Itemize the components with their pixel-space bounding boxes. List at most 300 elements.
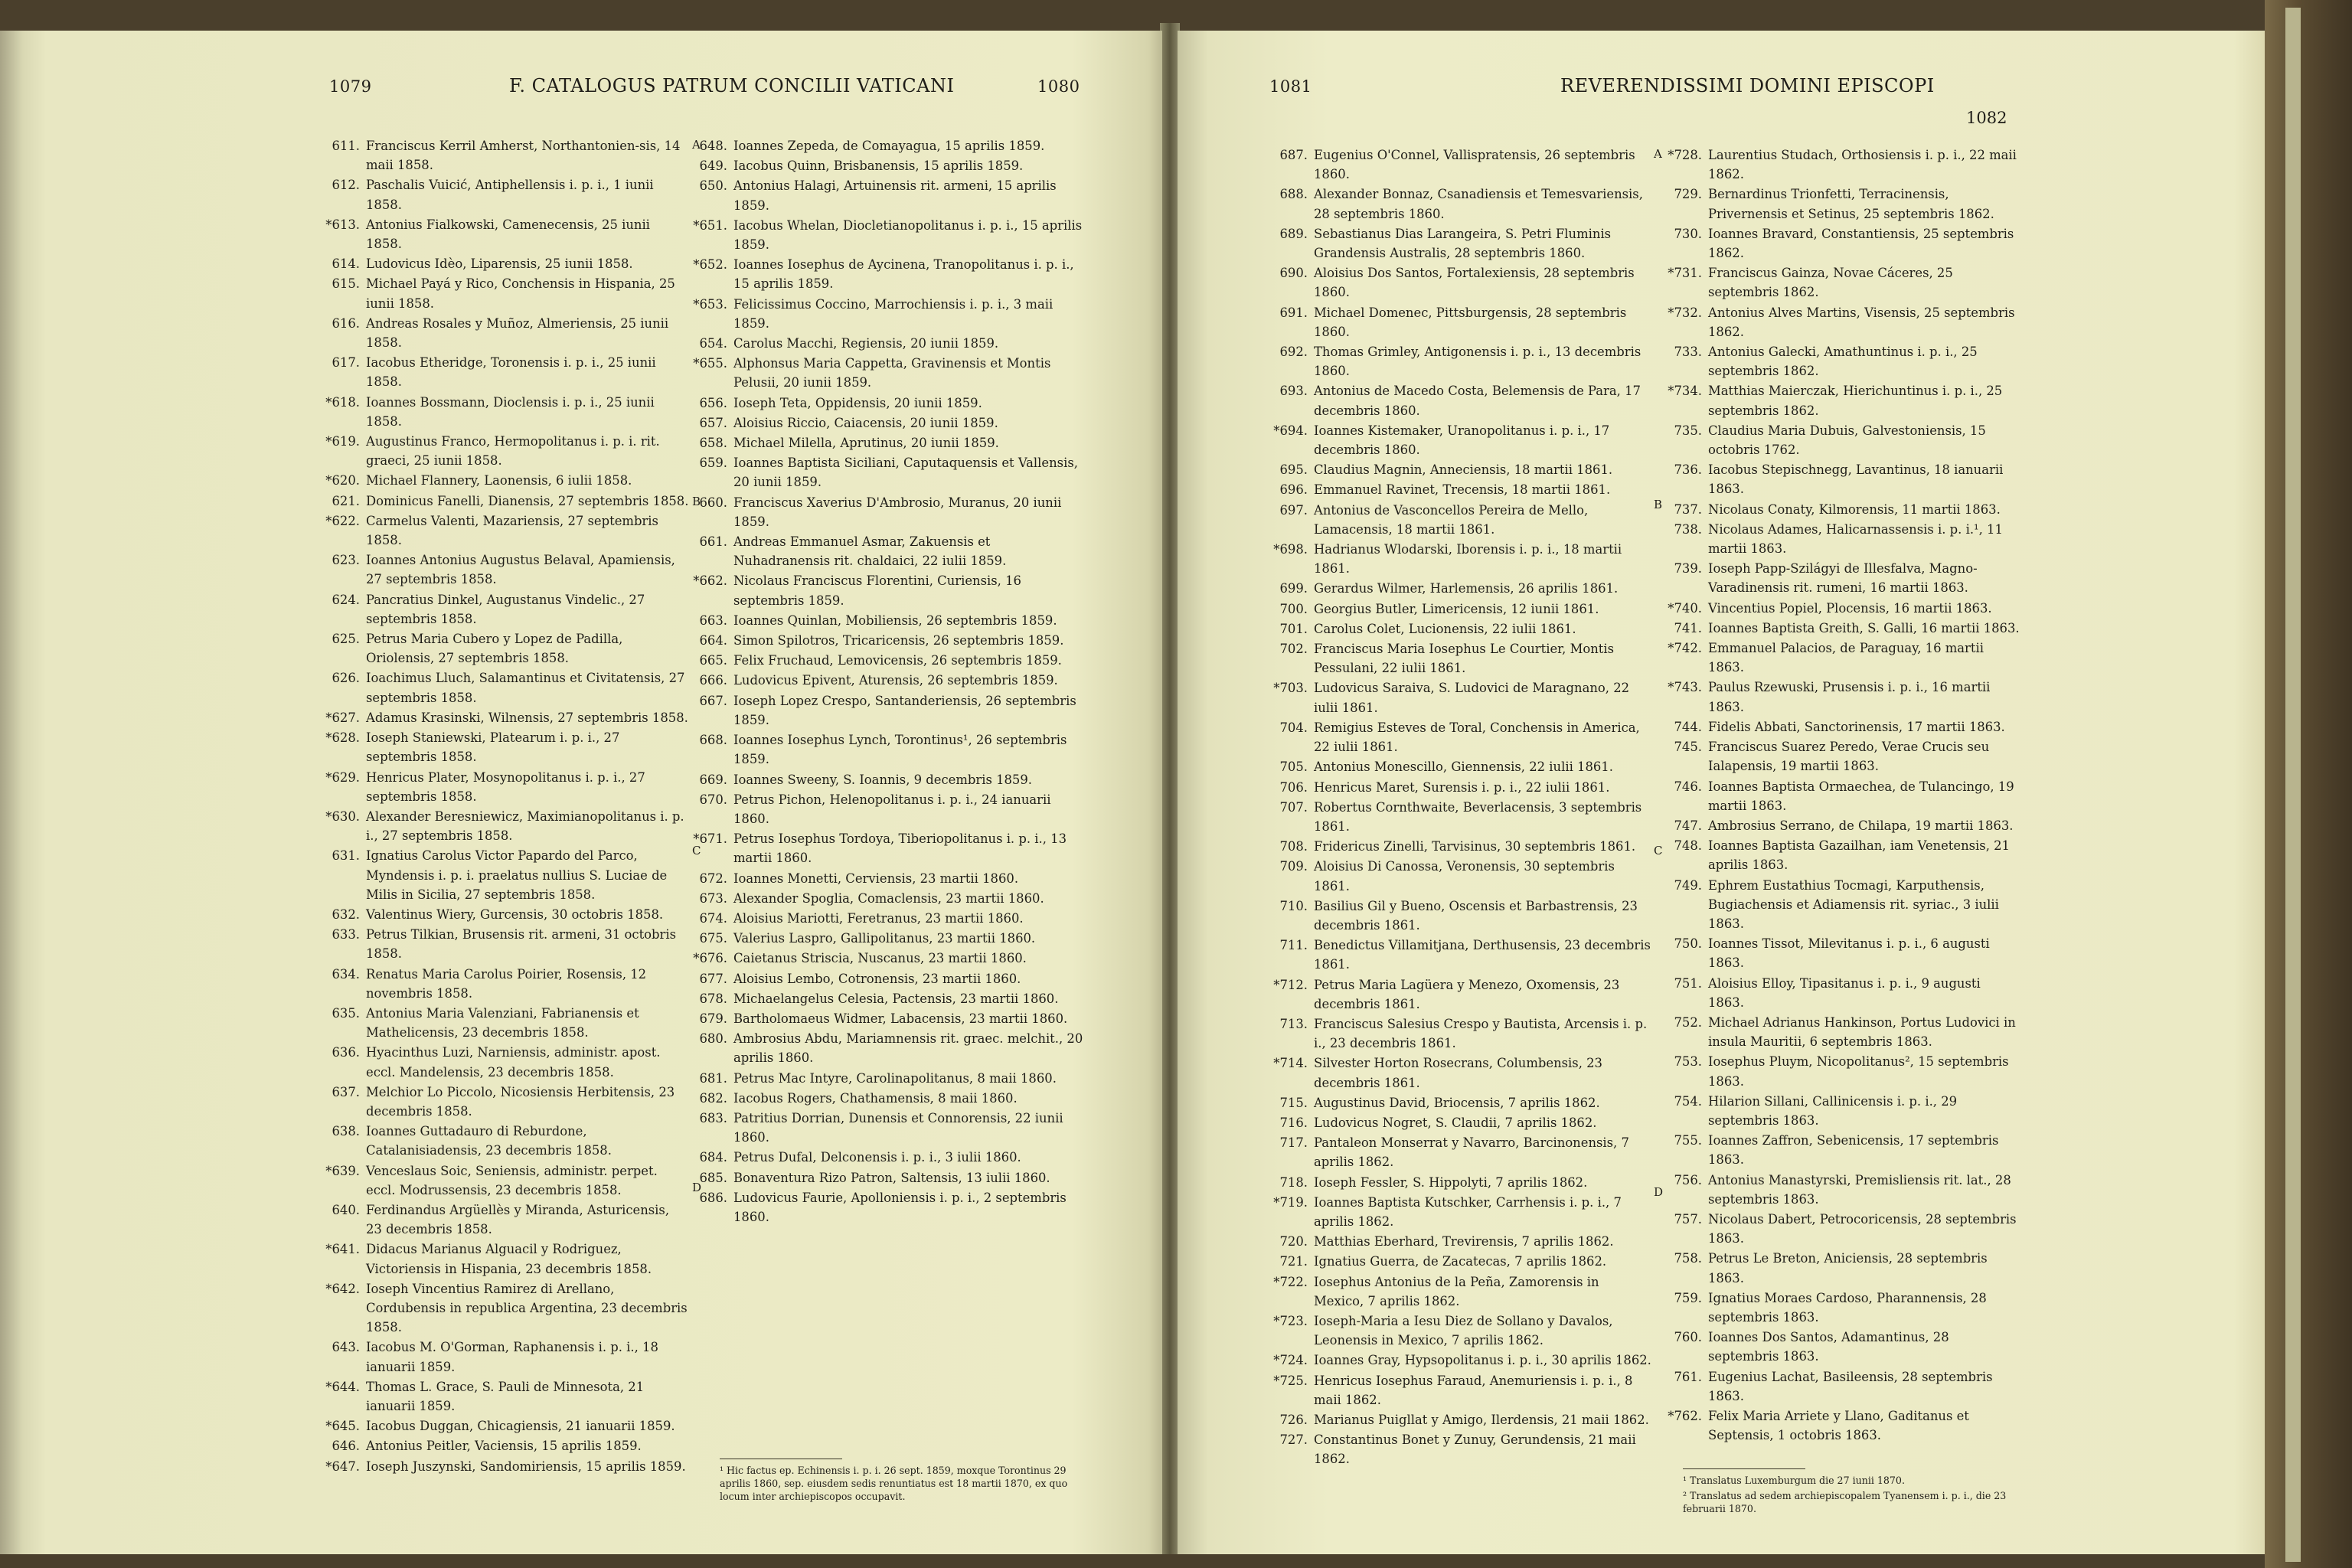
entry-text: Ioannes Baptista Siciliani, Caputaquensis et Vallensis, 20 iunii 1859. <box>733 456 1078 490</box>
entry-text: Vincentius Popiel, Plocensis, 16 martii 1863. <box>1708 600 1992 616</box>
entry-text: Nicolaus Adames, Halicarnassensis i. p. i.¹, 11 martii 1863. <box>1708 521 2003 557</box>
catalog-entry <box>1664 460 2020 498</box>
catalog-entry <box>322 1457 689 1476</box>
catalog-entry <box>322 353 689 391</box>
entry-text: Pantaleon Monserrat y Navarro, Barcinonensis, 7 aprilis 1862. <box>1314 1135 1629 1170</box>
entry-text: Antonius Monescillo, Giennensis, 22 iulii 1861. <box>1314 760 1613 775</box>
entry-number: 678. <box>699 991 727 1006</box>
catalog-entry <box>689 216 1087 254</box>
entry-text: Antonius Peitler, Vaciensis, 15 aprilis 1859. <box>366 1439 642 1454</box>
entry-text: Ambrosius Abdu, Mariamnensis rit. graec. melchit., 20 aprilis 1860. <box>733 1031 1083 1066</box>
entry-text: Dominicus Fanelli, Dianensis, 27 septembris 1858. <box>366 493 689 508</box>
entry-number: 757. <box>1674 1211 1702 1227</box>
entry-number: *630. <box>325 808 360 824</box>
catalog-entry <box>689 611 1087 630</box>
entry-number: 638. <box>332 1124 360 1139</box>
catalog-entry <box>322 393 689 431</box>
catalog-entry <box>322 629 689 668</box>
entry-text: Sebastianus Dias Larangeira, S. Petri Fluminis Grandensis Australis, 28 septembris 1860. <box>1314 226 1612 261</box>
entry-number: 717. <box>1279 1135 1308 1151</box>
catalog-entry <box>1269 381 1652 420</box>
entry-text: Claudius Maria Dubuis, Galvestoniensis, 15 octobris 1762. <box>1708 423 1986 458</box>
catalog-entry <box>1664 1092 2020 1130</box>
catalog-entry <box>322 254 689 273</box>
entry-text: Alexander Bonnaz, Csanadiensis et Temesvariensis, 28 septembris 1860. <box>1314 187 1643 221</box>
entry-text: Eugenius Lachat, Basileensis, 28 septembris 1863. <box>1708 1369 1993 1403</box>
entry-number: 747. <box>1674 818 1702 833</box>
catalog-entry <box>1269 857 1652 895</box>
entry-text: Petrus Maria Cubero y Lopez de Padilla, Oriolensis, 27 septembris 1858. <box>366 632 623 666</box>
entry-text: Ioannes Bravard, Constantiensis, 25 septembris 1862. <box>1708 226 2014 261</box>
catalog-entry <box>689 989 1087 1008</box>
catalog-entry <box>1269 1232 1652 1251</box>
catalog-entry <box>1269 1133 1652 1171</box>
entry-text: Constantinus Bonet y Zunuy, Gerundensis, 21 maii 1862. <box>1314 1432 1636 1467</box>
catalog-entry <box>322 1416 689 1436</box>
catalog-entry <box>689 790 1087 828</box>
entry-text: Franciscus Suarez Peredo, Verae Crucis seu Ialapensis, 19 martii 1863. <box>1708 740 1990 774</box>
entry-number: 661. <box>699 534 727 550</box>
entry-text: Ioseph Papp-Szilágyi de Illesfalva, Magno-Varadinensis rit. rumeni, 16 martii 1863. <box>1708 561 1978 596</box>
entry-number: 674. <box>699 910 727 926</box>
entry-number: 635. <box>332 1005 360 1021</box>
entry-number: 624. <box>332 592 360 607</box>
catalog-entry <box>689 631 1087 650</box>
catalog-entry <box>1664 777 2020 815</box>
catalog-entry <box>1664 303 2020 341</box>
left-footnote: ¹ Hic factus ep. Echinensis i. p. i. 26 sept. 1859, moxque Torontinus 29 aprilis 1860, sep. eiusdem sedis renuntiatus est 18 martii 1870, ex quo locum inter archiepiscopos occupavit. <box>720 1465 1068 1502</box>
catalog-entry <box>1269 263 1652 302</box>
entry-text: Carolus Macchi, Regiensis, 20 iunii 1859. <box>733 336 999 351</box>
catalog-entry <box>322 471 689 490</box>
catalog-entry <box>1664 816 2020 835</box>
entry-text: Ioannes Gray, Hypsopolitanus i. p. i., 30 aprilis 1862. <box>1314 1353 1651 1368</box>
entry-number: 677. <box>699 971 727 986</box>
entry-text: Antonius Manastyrski, Premisliensis rit. lat., 28 septembris 1863. <box>1708 1172 2011 1207</box>
entry-text: Ioseph Teta, Oppidensis, 20 iunii 1859. <box>733 395 982 410</box>
entry-number: *734. <box>1668 384 1702 399</box>
catalog-entry <box>1269 224 1652 263</box>
catalog-entry <box>322 768 689 806</box>
catalog-entry <box>1664 185 2020 223</box>
margin-letter-d: D <box>1654 1185 1664 1199</box>
catalog-entry <box>1664 737 2020 776</box>
catalog-entry <box>322 550 689 589</box>
entry-text: Matthias Maierczak, Hierichuntinus i. p. i., 25 septembris 1862. <box>1708 384 2003 418</box>
right-column-2 <box>1664 145 2020 1446</box>
entry-text: Aloisius Dos Santos, Fortalexiensis, 28 septembris 1860. <box>1314 266 1635 300</box>
entry-number: 612. <box>332 178 360 193</box>
entry-text: Hilarion Sillani, Callinicensis i. p. i., 29 septembris 1863. <box>1708 1093 1958 1128</box>
entry-number: 736. <box>1674 462 1702 478</box>
entry-number: 701. <box>1279 621 1308 636</box>
entry-number: 667. <box>699 693 727 708</box>
entry-number: 741. <box>1674 620 1702 635</box>
catalog-entry <box>689 949 1087 968</box>
catalog-entry <box>1664 559 2020 597</box>
entry-text: Carolus Colet, Lucionensis, 22 iulii 1861. <box>1314 621 1576 636</box>
catalog-entry <box>689 493 1087 531</box>
catalog-entry <box>689 1109 1087 1147</box>
entry-number: 616. <box>332 315 360 331</box>
margin-letter-b: B <box>1654 498 1663 511</box>
entry-text: Ioseph Vincentius Ramirez di Arellano, Cordubensis in republica Argentina, 23 decembris 1858. <box>366 1281 688 1335</box>
entry-number: 744. <box>1674 719 1702 734</box>
entry-number: 634. <box>332 966 360 982</box>
catalog-entry <box>1269 975 1652 1014</box>
entry-number: 687. <box>1279 148 1308 162</box>
entry-text: Ioannes Baptista Greith, S. Galli, 16 martii 1863. <box>1708 620 2020 635</box>
catalog-entry <box>689 909 1087 928</box>
entry-number: 735. <box>1674 423 1702 438</box>
catalog-entry <box>322 274 689 312</box>
entry-text: Ioannes Bossmann, Dioclensis i. p. i., 25 iunii 1858. <box>366 394 655 429</box>
entry-number: 625. <box>332 632 360 647</box>
entry-number: *732. <box>1668 305 1702 320</box>
entry-number: 759. <box>1674 1290 1702 1305</box>
catalog-entry <box>322 668 689 707</box>
entry-text: Ludovicus Epivent, Aturensis, 26 septembris 1859. <box>733 673 1058 688</box>
catalog-entry <box>1664 1249 2020 1287</box>
catalog-entry <box>689 413 1087 433</box>
catalog-entry <box>689 176 1087 214</box>
entry-number: *722. <box>1273 1274 1308 1289</box>
catalog-entry <box>1664 1131 2020 1169</box>
entry-number: 727. <box>1279 1432 1308 1448</box>
entry-text: Ioannes Sweeny, S. Ioannis, 9 decembris 1859. <box>733 772 1032 787</box>
entry-number: *694. <box>1273 423 1308 438</box>
right-column-1 <box>1269 145 1652 1470</box>
entry-text: Michael Adrianus Hankinson, Portus Ludovici in insula Mauritii, 6 septembris 1863. <box>1708 1014 2016 1050</box>
entry-number: 710. <box>1279 898 1308 913</box>
entry-text: Petrus Pichon, Helenopolitanus i. p. i., 24 ianuarii 1860. <box>733 792 1051 826</box>
entry-number: 702. <box>1279 642 1308 657</box>
catalog-entry <box>1269 579 1652 598</box>
entry-text: Adamus Krasinski, Wilnensis, 27 septembris 1858. <box>366 710 688 725</box>
entry-number: 739. <box>1674 561 1702 577</box>
entry-text: Antonius Fialkowski, Camenecensis, 25 iunii 1858. <box>366 217 650 252</box>
entry-number: 751. <box>1674 975 1702 991</box>
catalog-entry <box>1269 185 1652 223</box>
entry-number: 684. <box>699 1150 727 1165</box>
entry-number: 733. <box>1674 345 1702 360</box>
entry-number: 748. <box>1674 838 1702 854</box>
catalog-entry <box>1664 836 2020 874</box>
margin-letter-a: A <box>1654 147 1662 161</box>
catalog-entry <box>689 1168 1087 1187</box>
catalog-entry <box>322 1043 689 1081</box>
entry-number: 666. <box>699 673 727 688</box>
catalog-entry <box>322 1122 689 1160</box>
catalog-entry <box>1664 145 2020 184</box>
entry-number: 705. <box>1279 760 1308 775</box>
entry-number: 755. <box>1674 1133 1702 1148</box>
catalog-entry <box>322 432 689 470</box>
entry-number: *651. <box>693 217 727 233</box>
catalog-entry <box>689 1029 1087 1067</box>
entry-number: 632. <box>332 906 360 922</box>
entry-text: Antonius Alves Martins, Visensis, 25 septembris 1862. <box>1708 305 2015 339</box>
entry-number: 621. <box>332 493 360 508</box>
catalog-entry <box>1269 480 1652 499</box>
entry-text: Petrus Iosephus Tordoya, Tiberiopolitanus i. p. i., 13 martii 1860. <box>733 831 1067 866</box>
entry-text: Antonius Galecki, Amathuntinus i. p. i., 25 septembris 1862. <box>1708 345 1978 379</box>
left-page-number-1079: 1079 <box>329 77 372 96</box>
catalog-entry <box>689 1009 1087 1028</box>
entry-text: Franciscus Salesius Crespo y Bautista, Arcensis i. p. i., 23 decembris 1861. <box>1314 1016 1648 1051</box>
entry-text: Franciscus Maria Iosephus Le Courtier, Montis Pessulani, 22 iulii 1861. <box>1314 642 1615 676</box>
right-running-header: REVERENDISSIMI DOMINI EPISCOPI <box>1560 75 1935 96</box>
entry-text: Ignatius Carolus Victor Papardo del Parco, Myndensis i. p. i. praelatus nullius S. Luciae de Milis in Sicilia, 27 septembris 1858. <box>366 848 668 902</box>
entry-text: Bartholomaeus Widmer, Labacensis, 23 martii 1860. <box>733 1011 1068 1026</box>
entry-text: Iosephus Antonius de la Peña, Zamorensis in Mexico, 7 aprilis 1862. <box>1314 1274 1599 1308</box>
entry-number: *627. <box>325 710 360 725</box>
catalog-entry <box>689 730 1087 769</box>
entry-number: *731. <box>1668 266 1702 281</box>
catalog-entry <box>1269 718 1652 756</box>
entry-number: 626. <box>332 671 360 686</box>
entry-text: Bernardinus Trionfetti, Terracinensis, Privernensis et Setinus, 25 septembris 1862. <box>1708 187 1994 221</box>
entry-number: 726. <box>1279 1413 1308 1427</box>
margin-letter-c: C <box>1654 844 1663 858</box>
catalog-entry <box>689 869 1087 888</box>
catalog-entry <box>1269 837 1652 856</box>
entry-number: 708. <box>1279 839 1308 854</box>
catalog-entry <box>689 770 1087 789</box>
entry-text: Ludovicus Faurie, Apolloniensis i. p. i., 2 septembris 1860. <box>733 1190 1067 1224</box>
entry-text: Thomas L. Grace, S. Pauli de Minnesota, 21 ianuarii 1859. <box>366 1379 645 1413</box>
catalog-entry <box>689 255 1087 293</box>
entry-text: Petrus Dufal, Delconensis i. p. i., 3 iulii 1860. <box>733 1150 1021 1165</box>
entry-text: Michael Payá y Rico, Conchensis in Hispania, 25 iunii 1858. <box>366 276 675 311</box>
entry-number: *698. <box>1273 542 1308 557</box>
catalog-entry <box>322 965 689 1003</box>
catalog-entry <box>322 1377 689 1416</box>
entry-number: 660. <box>699 495 727 510</box>
entry-text: Alexander Spoglia, Comaclensis, 23 martii 1860. <box>733 890 1044 906</box>
right-page-number-1081: 1081 <box>1269 77 1312 96</box>
entry-text: Michaelangelus Celesia, Pactensis, 23 martii 1860. <box>733 991 1059 1006</box>
entry-number: 707. <box>1279 799 1308 815</box>
catalog-entry <box>322 1004 689 1042</box>
entry-text: Emmanuel Ravinet, Trecensis, 18 martii 1861. <box>1314 482 1611 498</box>
entry-number: 730. <box>1674 226 1702 241</box>
entry-number: 657. <box>699 415 727 430</box>
entry-number: 675. <box>699 931 727 946</box>
catalog-entry <box>322 807 689 845</box>
entry-number: 754. <box>1674 1093 1702 1109</box>
entry-text: Aloisius Lembo, Cotronensis, 23 martii 1860. <box>733 971 1021 986</box>
catalog-entry <box>1664 1367 2020 1406</box>
entry-number: 648. <box>699 139 727 153</box>
entry-number: *618. <box>325 394 360 410</box>
catalog-entry <box>322 511 689 550</box>
entry-number: 690. <box>1279 266 1308 281</box>
entry-text: Matthias Eberhard, Trevirensis, 7 aprilis 1862. <box>1314 1234 1614 1250</box>
catalog-entry <box>689 334 1087 353</box>
entry-number: 686. <box>699 1190 727 1205</box>
entry-number: 716. <box>1279 1115 1308 1130</box>
entry-number: 680. <box>699 1031 727 1047</box>
entry-number: *619. <box>325 434 360 449</box>
entry-text: Ferdinandus Argüellès y Miranda, Asturicensis, 23 decembris 1858. <box>366 1202 670 1237</box>
catalog-entry <box>1269 501 1652 539</box>
catalog-entry <box>1664 639 2020 677</box>
entry-text: Ephrem Eustathius Tocmagi, Karputhensis, Bugiachensis et Adiamensis rit. syriac., 3 iulii 1863. <box>1708 877 1999 931</box>
catalog-entry <box>1269 1173 1652 1192</box>
entry-text: Ioannes Baptista Kutschker, Carrhensis i. p. i., 7 aprilis 1862. <box>1314 1194 1622 1229</box>
entry-text: Henricus Iosephus Faraud, Anemuriensis i. p. i., 8 maii 1862. <box>1314 1373 1633 1407</box>
entry-text: Basilius Gil y Bueno, Oscensis et Barbastrensis, 23 decembris 1861. <box>1314 898 1638 933</box>
entry-number: 745. <box>1674 740 1702 755</box>
entry-text: Henricus Plater, Mosynopolitanus i. p. i., 27 septembris 1858. <box>366 769 645 804</box>
entry-text: Laurentius Studach, Orthosiensis i. p. i., 22 maii 1862. <box>1708 148 2017 182</box>
entry-text: Iacobus Whelan, Diocletianopolitanus i. p. i., 15 aprilis 1859. <box>733 217 1083 253</box>
catalog-entry <box>1664 1171 2020 1209</box>
catalog-entry <box>1269 421 1652 459</box>
catalog-entry <box>1664 1406 2020 1445</box>
catalog-entry <box>1664 520 2020 558</box>
entry-text: Ignatius Moraes Cardoso, Pharannensis, 28 septembris 1863. <box>1708 1290 1987 1325</box>
catalog-entry <box>1269 1430 1652 1468</box>
entry-text: Iosephus Pluym, Nicopolitanus², 15 septembris 1863. <box>1708 1054 2009 1089</box>
entry-number: 693. <box>1279 384 1308 399</box>
entry-text: Antonius de Vasconcellos Pereira de Mello, Lamacensis, 18 martii 1861. <box>1314 502 1589 537</box>
entry-number: 656. <box>699 395 727 410</box>
catalog-entry <box>689 156 1087 175</box>
entry-number: 611. <box>332 139 360 153</box>
entry-text: Michael Domenec, Pittsburgensis, 28 septembris 1860. <box>1314 305 1627 339</box>
entry-number: *645. <box>325 1419 360 1434</box>
entry-number: 713. <box>1279 1016 1308 1031</box>
left-page <box>0 31 1162 1554</box>
catalog-entry <box>1269 757 1652 776</box>
entry-text: Ioannes Zaffron, Sebenicensis, 17 septembris 1863. <box>1708 1133 1999 1168</box>
catalog-entry <box>1269 778 1652 797</box>
entry-number: 636. <box>332 1045 360 1060</box>
entry-number: *740. <box>1668 600 1702 616</box>
catalog-entry <box>1269 540 1652 578</box>
entry-text: Andreas Rosales y Muñoz, Almeriensis, 25 iunii 1858. <box>366 315 669 351</box>
entry-text: Venceslaus Soic, Seniensis, administr. perpet. eccl. Modrussensis, 23 decembris 1858. <box>366 1163 658 1197</box>
entry-text: Antonius de Macedo Costa, Belemensis de Para, 17 decembris 1860. <box>1314 384 1641 418</box>
catalog-entry <box>322 590 689 629</box>
entry-number: *653. <box>693 296 727 312</box>
catalog-entry <box>322 728 689 766</box>
catalog-entry <box>689 969 1087 988</box>
catalog-entry <box>1664 717 2020 737</box>
entry-number: 689. <box>1279 226 1308 241</box>
entry-text: Iacobus Duggan, Chicagiensis, 21 ianuarii 1859. <box>366 1419 675 1434</box>
catalog-entry <box>322 925 689 963</box>
catalog-entry <box>689 829 1087 867</box>
entry-number: *728. <box>1668 148 1702 162</box>
catalog-entry <box>1269 1351 1652 1370</box>
entry-number: *742. <box>1668 641 1702 656</box>
entry-number: 715. <box>1279 1095 1308 1110</box>
entry-number: 685. <box>699 1170 727 1185</box>
entry-number: *671. <box>693 831 727 847</box>
catalog-entry <box>1269 145 1652 184</box>
entry-number: 637. <box>332 1084 360 1099</box>
catalog-entry <box>322 314 689 352</box>
entry-text: Ioannes Zepeda, de Comayagua, 15 aprilis 1859. <box>733 139 1045 153</box>
entry-text: Ioannes Monetti, Cerviensis, 23 martii 1860. <box>733 871 1019 886</box>
catalog-entry <box>1664 678 2020 716</box>
entry-text: Ignatius Guerra, de Zacatecas, 7 aprilis 1862. <box>1314 1254 1607 1269</box>
entry-text: Paulus Rzewuski, Prusensis i. p. i., 16 martii 1863. <box>1708 680 1991 714</box>
catalog-entry <box>1664 876 2020 934</box>
catalog-entry <box>1664 421 2020 459</box>
entry-number: *641. <box>325 1242 360 1257</box>
entry-text: Ioseph-Maria a Iesu Diez de Sollano y Davalos, Leonensis in Mexico, 7 aprilis 1862. <box>1314 1313 1613 1348</box>
entry-text: Augustinus David, Briocensis, 7 aprilis 1862. <box>1314 1095 1600 1110</box>
entry-number: *647. <box>325 1459 360 1474</box>
entry-number: 753. <box>1674 1054 1702 1070</box>
entry-number: 688. <box>1279 187 1308 202</box>
catalog-entry <box>322 1338 689 1376</box>
entry-number: *676. <box>693 951 727 966</box>
catalog-entry <box>689 433 1087 452</box>
entry-number: 721. <box>1279 1254 1308 1269</box>
catalog-entry <box>322 1279 689 1338</box>
book-edge <box>2265 0 2352 1568</box>
catalog-entry <box>322 905 689 924</box>
entry-number: 631. <box>332 848 360 864</box>
entry-number: 683. <box>699 1110 727 1125</box>
catalog-entry <box>1664 1210 2020 1248</box>
right-footnote-1: ¹ Translatus Luxemburgum die 27 iunii 1870. <box>1683 1475 1905 1486</box>
entry-text: Petrus Maria Lagüera y Menezo, Oxomensis, 23 decembris 1861. <box>1314 977 1620 1011</box>
entry-text: Valentinus Wiery, Gurcensis, 30 octobris 1858. <box>366 906 664 922</box>
catalog-entry <box>1269 1093 1652 1112</box>
catalog-entry <box>1269 1252 1652 1271</box>
entry-text: Petrus Mac Intyre, Carolinapolitanus, 8 maii 1860. <box>733 1070 1057 1086</box>
catalog-entry <box>1664 224 2020 263</box>
footnote-rule <box>1683 1468 1805 1469</box>
entry-text: Didacus Marianus Alguacil y Rodriguez, Victoriensis in Hispania, 23 decembris 1858. <box>366 1242 652 1276</box>
catalog-entry <box>1269 936 1652 974</box>
entry-text: Ioseph Staniewski, Platearum i. p. i., 27 septembris 1858. <box>366 730 620 765</box>
entry-number: *629. <box>325 769 360 785</box>
catalog-entry <box>322 136 689 175</box>
entry-text: Petrus Tilkian, Brusensis rit. armeni, 31 octobris 1858. <box>366 927 677 962</box>
entry-text: Franciscus Gainza, Novae Cáceres, 25 septembris 1862. <box>1708 266 1953 300</box>
catalog-entry <box>689 354 1087 392</box>
entry-number: 650. <box>699 178 727 194</box>
catalog-entry <box>689 453 1087 492</box>
entry-number: *719. <box>1273 1194 1308 1210</box>
entry-number: *620. <box>325 473 360 488</box>
catalog-entry <box>322 492 689 511</box>
catalog-entry <box>1664 1328 2020 1366</box>
entry-text: Iacobus Rogers, Chathamensis, 8 maii 1860. <box>733 1090 1018 1106</box>
catalog-entry <box>689 136 1087 155</box>
entry-text: Ioannes Tissot, Milevitanus i. p. i., 6 augusti 1863. <box>1708 936 1990 971</box>
entry-number: *724. <box>1273 1353 1308 1368</box>
catalog-entry <box>1664 381 2020 420</box>
entry-text: Henricus Maret, Surensis i. p. i., 22 iulii 1861. <box>1314 779 1610 795</box>
entry-text: Aloisius Mariotti, Feretranus, 23 martii 1860. <box>733 910 1024 926</box>
entry-number: 665. <box>699 653 727 668</box>
left-page-number-1080: 1080 <box>1037 77 1080 96</box>
entry-text: Claudius Magnin, Anneciensis, 18 martii 1861. <box>1314 462 1613 478</box>
catalog-entry <box>1269 1371 1652 1410</box>
entry-number: 696. <box>1279 482 1308 498</box>
entry-text: Paschalis Vuicić, Antiphellensis i. p. i., 1 iunii 1858. <box>366 178 654 212</box>
catalog-entry <box>1269 1113 1652 1132</box>
entry-text: Iacobus Etheridge, Toronensis i. p. i., 25 iunii 1858. <box>366 355 656 390</box>
